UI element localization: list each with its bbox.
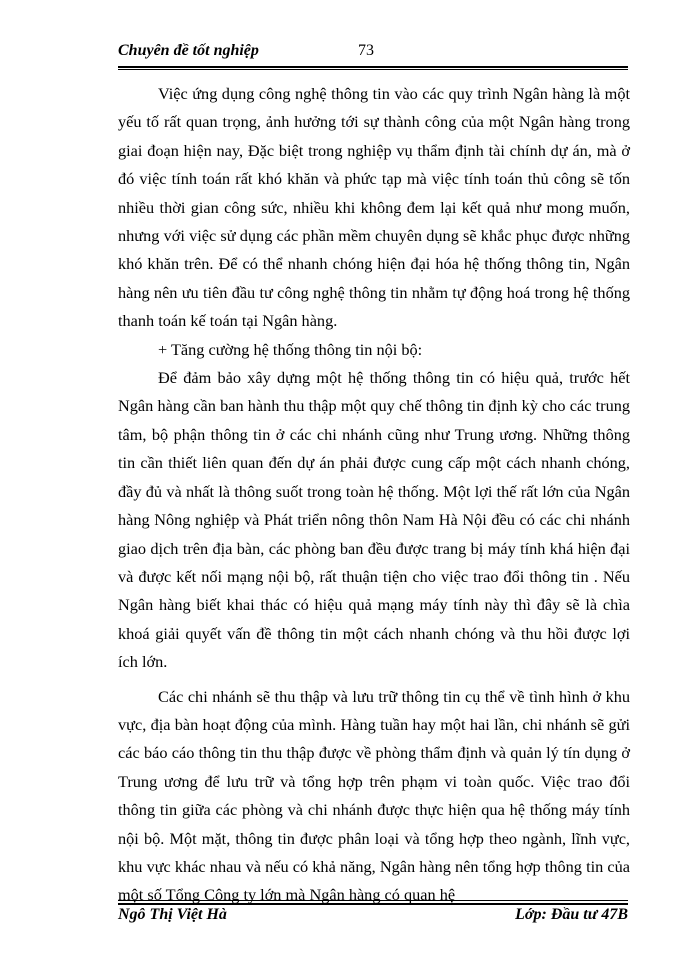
header-rule [118,66,628,68]
footer-rule [118,903,628,905]
paragraph-4: Các chi nhánh sẽ thu thập và lưu trữ thông tin cụ thể về tình hình ở khu vực, địa bàn hoạt động của mình. Hàng tuần hay một hai lần, chi nhánh sẽ gửi các báo cáo thông tin thu thập được về phòng thẩm định và quản lý tín dụng ở Trung ương để lưu trữ và tổng hợp trên phạm vi toàn quốc. Việc trao đổi thông tin giữa các phòng và chi nhánh được thực hiện qua hệ thống máy tính nội bộ. Một mặt, thông tin được phân loại và tổng hợp theo ngành, lĩnh vực, khu vực khác nhau và nếu có khả năng, Ngân hàng nên tổng hợp thông tin của một số Tổng Công ty lớn mà Ngân hàng có quan hệ [118,686,630,905]
paragraph-2-bullet: + Tăng cường hệ thống thông tin nội bộ: [158,339,423,359]
footer-class: Lớp: Đầu tư 47B [515,906,628,923]
page-header [118,42,588,68]
footer-rule-thin [118,900,628,901]
paragraph-1: Việc ứng dụng công nghệ thông tin vào các quy trình Ngân hàng là một yếu tố rất quan trọng, ảnh hưởng tới sự thành công của một Ngân hàng trong giai đoạn hiện nay, Đặc biệt trong nghiệp vụ thẩm định tài chính dự án, mà ở đó việc tính toán rất khó khăn và phức tạp mà việc tính toán thủ công sẽ tốn nhiều thời gian công sức, nhiều khi không đem lại kết quả như mong muốn, nhưng với việc sử dụng các phần mềm chuyên dụng sẽ khắc phục được những khó khăn trên. Để có thể nhanh chóng hiện đại hóa hệ thống thông tin, Ngân hàng nên ưu tiên đầu tư công nghệ thông tin nhằm tự động hoá trong hệ thống thanh toán kế toán tại Ngân hàng. [118,84,630,331]
body-text [118,80,630,910]
footer-author: Ngô Thị Việt Hà [118,906,227,923]
header-rule-thin [118,69,628,70]
paragraph-3: Để đảm bảo xây dựng một hệ thống thông tin có hiệu quả, trước hết Ngân hàng cần ban hành thu thập một quy chế thông tin định kỳ cho các trung tâm, bộ phận thông tin ở các chi nhánh cũng như Trung ương. Những thông tin cần thiết liên quan đến dự án phải được cung cấp một cách nhanh chóng, đầy đủ và nhất là thông suốt trong toàn hệ thống. Một lợi thế rất lớn của Ngân hàng Nông nghiệp và Phát triển nông thôn Nam Hà Nội đều có các chi nhánh giao dịch trên địa bàn, các phòng ban đều được trang bị máy tính khá hiện đại và được kết nối mạng nội bộ, rất thuận tiện cho việc trao đổi thông tin . Nếu Ngân hàng biết khai thác có hiệu quả mạng máy tính này thì đây sẽ là chìa khoá giải quyết vấn đề thông tin một cách nhanh chóng và thu hồi được lợi ích lớn. [118,368,630,672]
header-title: Chuyên đề tốt nghiệp [118,42,259,59]
page-number: 73 [358,42,374,59]
